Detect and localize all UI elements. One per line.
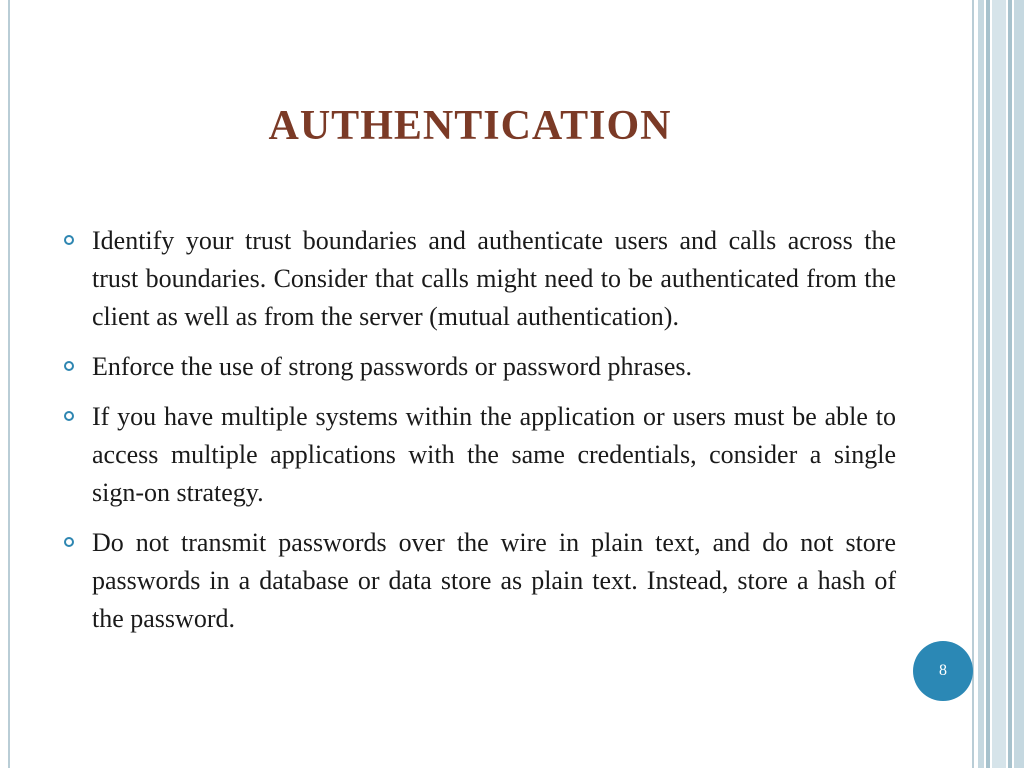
page-number: 8 (939, 662, 947, 679)
bullet-item (62, 222, 896, 336)
bullet-list (62, 222, 896, 650)
bullet-text: Do not transmit passwords over the wire in plain text, and do not store passwords in a database or data store as plain text. Instead, store a hash of the password. (92, 528, 896, 633)
edge-stripe (986, 0, 990, 768)
bullet-item (62, 398, 896, 512)
circle-bullet-icon (64, 537, 74, 547)
circle-bullet-icon (64, 235, 74, 245)
bullet-item (62, 348, 896, 386)
edge-stripe (1008, 0, 1012, 768)
bullet-text: If you have multiple systems within the application or users must be able to access multiple applications with the same credentials, consider a single sign-on strategy. (92, 402, 896, 507)
edge-stripe (978, 0, 984, 768)
bullet-text: Identify your trust boundaries and authenticate users and calls across the trust boundaries. Consider that calls might need to be authenticated from the client as well as from the server (mutual authentication). (92, 226, 896, 331)
slide-title: AUTHENTICATION (268, 103, 672, 149)
bullet-item (62, 524, 896, 638)
edge-stripe (992, 0, 1006, 768)
edge-stripe (1014, 0, 1024, 768)
page-number-badge (913, 641, 973, 701)
circle-bullet-icon (64, 361, 74, 371)
bullet-text: Enforce the use of strong passwords or password phrases. (92, 352, 693, 381)
circle-bullet-icon (64, 411, 74, 421)
